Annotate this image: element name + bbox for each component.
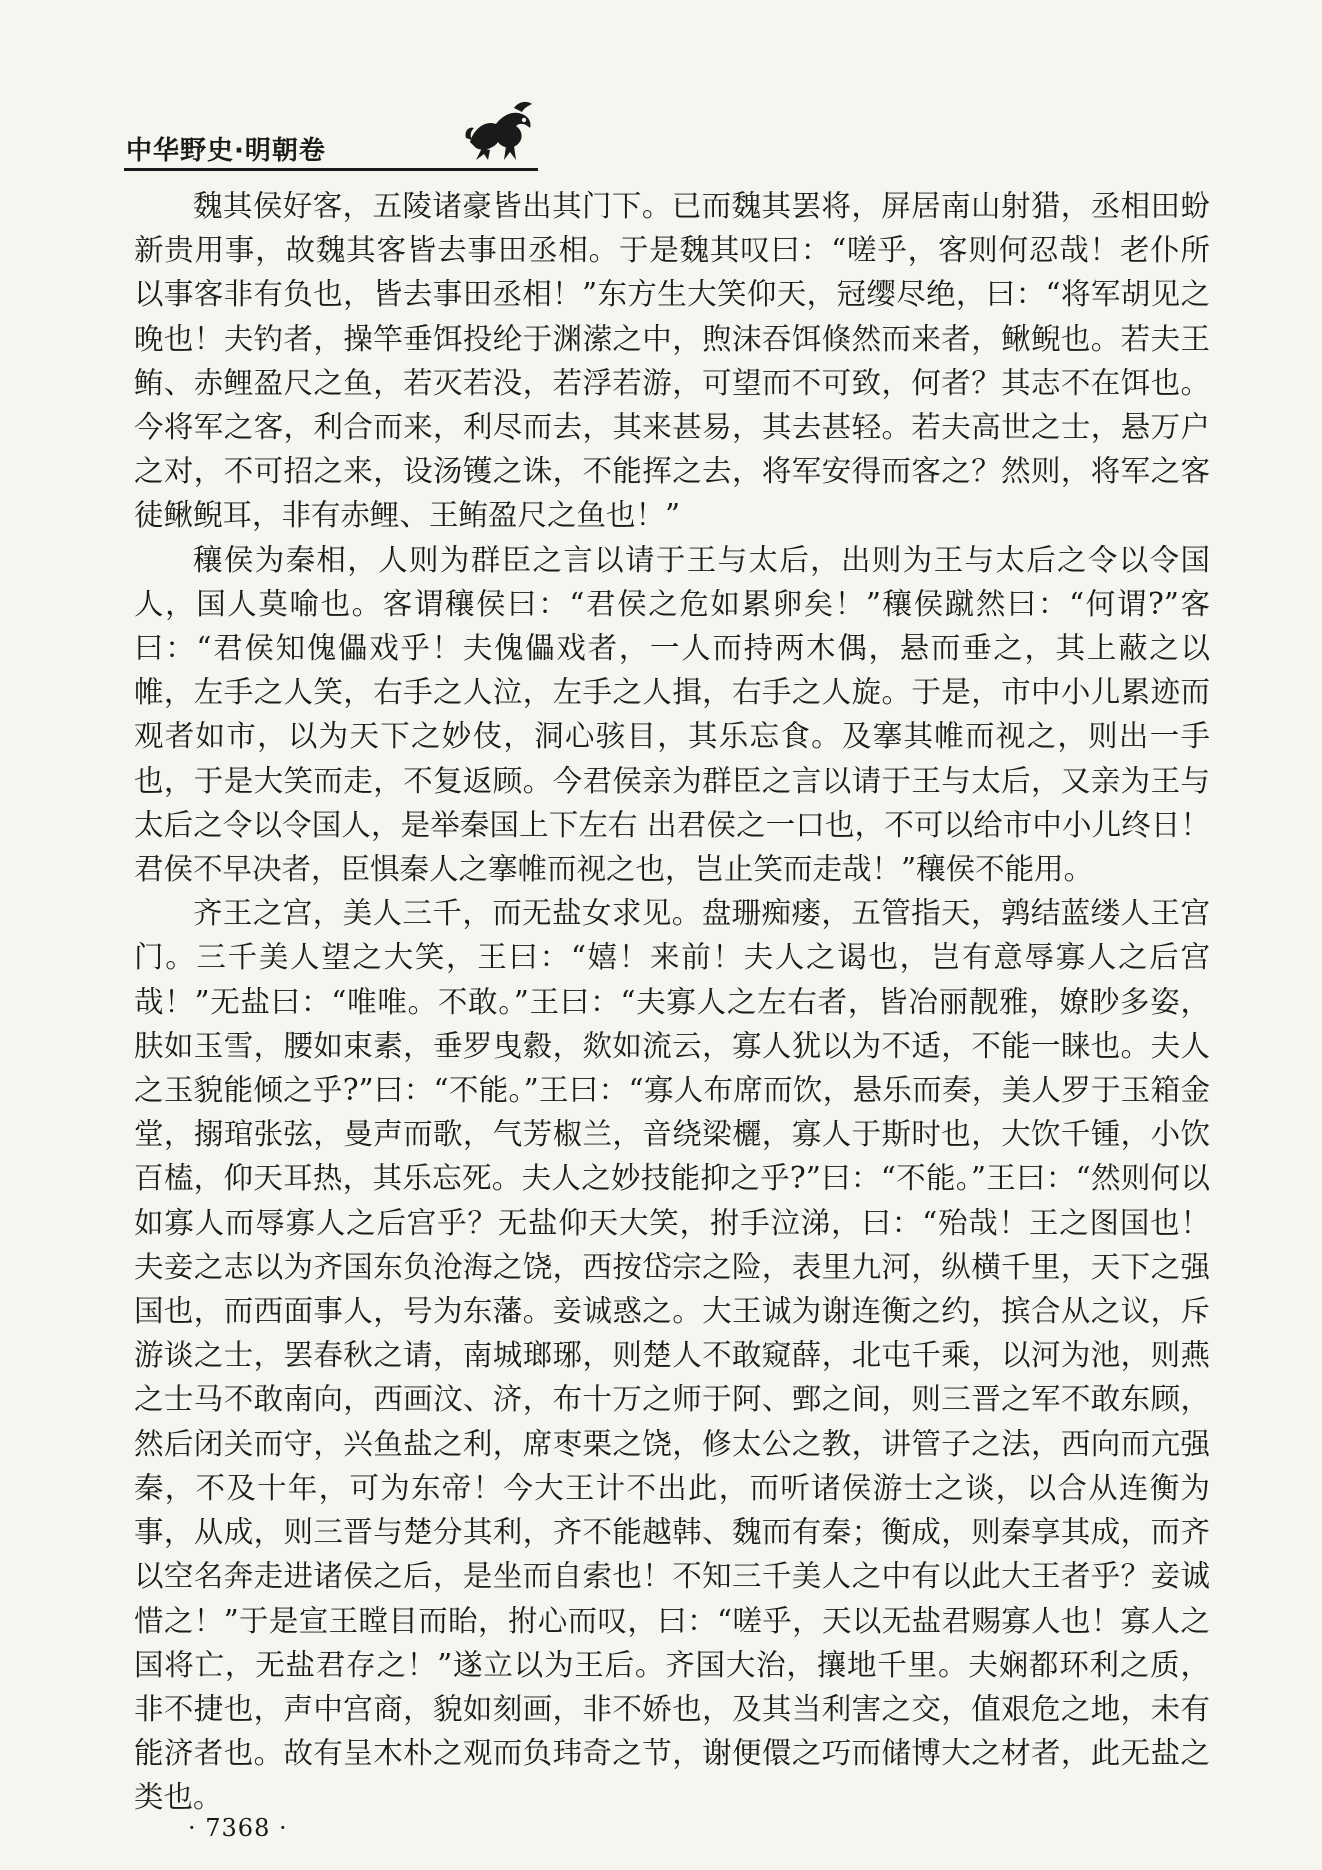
- paragraph-wei-qi-hou: 魏其侯好客，五陵诸豪皆出其门下。已而魏其罢将，屏居南山射猎，丞相田蚡新贵用事，故魏其客皆去事田丞相。于是魏其叹曰：“嗟乎，客则何忍哉！老仆所以事客非有负也，皆去事田丞相！”东方生大笑仰天，冠缨尽绝，曰：“将军胡见之晚也！夫钓者，操竿垂饵投纶于渊潆之中，煦沫吞饵倏然而来者，鳅鲵也。若夫王鲔、赤鲤盈尺之鱼，若灭若没，若浮若游，可望而不可致，何者？其志不在饵也。今将军之客，利合而来，利尽而去，其来甚易，其去甚轻。若夫高世之士，悬万户之对，不可招之来，设汤镬之诛，不能挥之去，将军安得而客之？然则，将军之客徒鳅鲵耳，非有赤鲤、王鲔盈尺之鱼也！”: [134, 189, 1210, 533]
- running-header: [124, 102, 540, 168]
- header-rule: [124, 168, 538, 171]
- book-title: 中华野史·明朝卷: [126, 136, 326, 166]
- paragraph-wu-yan: 齐王之宫，美人三千，而无盐女求见。盘珊痴瘘，五管指天，鹑结蓝缕人王宫门。三千美人望之大笑，王曰：“嬉！来前！夫人之谒也，岂有意辱寡人之后宫哉！”无盐曰：“唯唯。不敢。”王曰：“夫寡人之左右者，皆冶丽靓雅，嫽眇多姿，肤如玉雪，腰如束素，垂罗曳縠，欻如流云，寡人犹以为不适，不能一睐也。夫人之玉貌能倾之乎?”曰：“不能。”王曰：“寡人布席而饮，悬乐而奏，美人罗于玉箱金堂，搦琯张弦，曼声而歌，气芳椒兰，音绕梁欐，寡人于斯时也，大饮千锺，小饮百榼，仰天耳热，其乐忘死。夫人之妙技能抑之乎?”曰：“不能。”王曰：“然则何以如寡人而辱寡人之后宫乎？无盐仰天大笑，拊手泣涕，曰：“殆哉！王之图国也！夫妾之志以为齐国东负沧海之饶，西按岱宗之险，表里九河，纵横千里，天下之强国也，而西面事人，号为东藩。妾诚惑之。大王诚为谢连衡之约，摈合从之议，斥游谈之士，罢春秋之请，南城瑯琊，则楚人不敢窥薛，北屯千乘，以河为池，则燕之士马不敢南向，西画汶、济，布十万之师于阿、鄄之间，则三晋之军不敢东顾，然后闭关而守，兴鱼盐之利，席枣栗之饶，修太公之教，讲管子之法，西向而亢强秦，不及十年，可为东帝！今大王计不出此，而听诸侯游士之谈，以合从连衡为事，从成，则三晋与楚分其利，齐不能越韩、魏而有秦；衡成，则秦享其成，而齐以空名奔走进诸侯之后，是坐而自索也！不知三千美人之中有以此大王者乎？妾诚惜之！”于是宣王瞠目而眙，拊心而叹，曰：“嗟乎，天以无盐君赐寡人也！寡人之国将亡，无盐君存之！”遂立以为王后。齐国大治，攘地千里。夫娴都环利之质，非不捷也，声中宫商，貌如刻画，非不娇也，及其当利害之交，值艰危之地，未有能济者也。故有呈木朴之观而负玮奇之节，谢便儇之巧而储博大之材者，此无盐之类也。: [134, 896, 1210, 1815]
- dragon-emblem-icon: [462, 98, 540, 162]
- page-number: · 7368 ·: [188, 1814, 288, 1842]
- paragraph-rang-hou: 穰侯为秦相，人则为群臣之言以请于王与太后，出则为王与太后之令以令国人，国人莫喻也。客谓穰侯曰：“君侯之危如累卵矣！”穰侯蹴然曰：“何谓?”客曰：“君侯知傀儡戏乎！夫傀儡戏者，一人而持两木偶，悬而垂之，其上蔽之以帷，左手之人笑，右手之人泣，左手之人揖，右手之人旋。于是，市中小儿累迹而观者如市，以为天下之妙伎，洞心骇目，其乐忘食。及搴其帷而视之，则出一手也，于是大笑而走，不复返顾。今君侯亲为群臣之言以请于王与太后，又亲为王与太后之令以令国人，是举秦国上下左右 出君侯之一口也，不可以给市中小儿终日！君侯不早决者，臣惧秦人之搴帷而视之也，岂止笑而走哉！”穰侯不能用。: [134, 542, 1210, 887]
- text-body: [134, 184, 1210, 1820]
